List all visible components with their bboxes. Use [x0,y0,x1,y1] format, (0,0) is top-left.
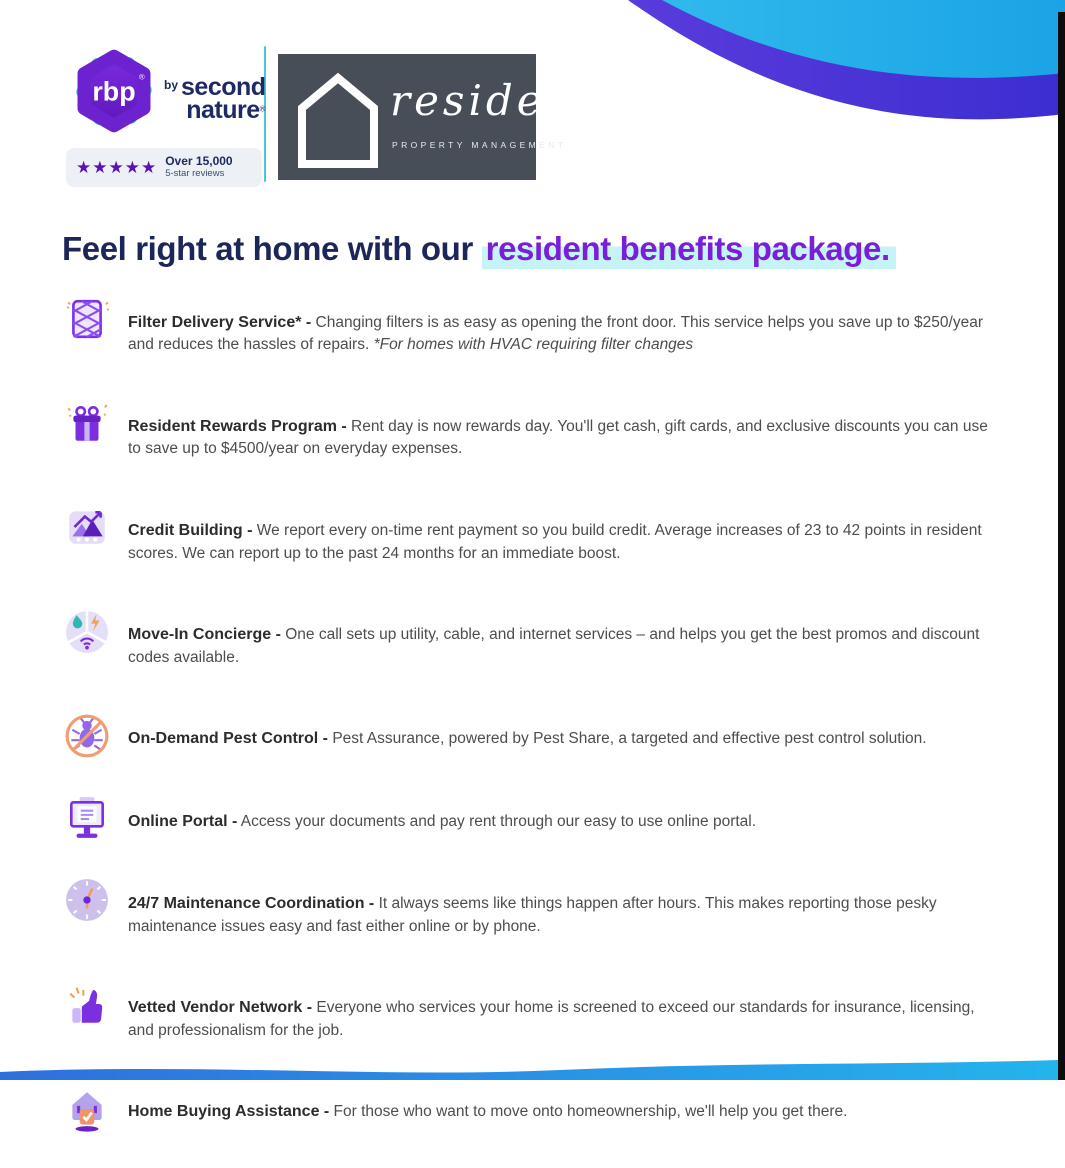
reside-logo [278,54,567,180]
benefit-desc: Access your documents and pay rent through our easy to use online portal. [240,812,757,830]
benefit-desc: Rent day is now rewards day. You'll get cash, gift cards, and exclusive discounts you can use to save up to $4500/year on everyday expenses. [128,417,988,458]
house-outline-icon [290,66,386,170]
filter-icon [64,296,110,342]
monitor-icon [64,795,110,841]
list-item [64,982,1004,1058]
benefit-desc: For those who want to move onto homeownership, we'll help you get there. [333,1103,848,1121]
right-edge-border [1058,12,1065,1080]
benefit-desc: It always seems like things happen after hours. This makes reporting those pesky maintenance issues easy and fast either online or by phone. [128,894,937,935]
credit-chart-icon [64,504,110,550]
page-title-prefix: Feel right at home with our [62,230,482,267]
benefits-list [64,296,1004,1168]
benefit-title: Online Portal - [128,812,238,830]
benefit-desc: Everyone who services your home is screened to exceed our standards for insurance, licensing, and professionalism for the job. [128,999,975,1039]
benefit-title: Resident Rewards Program - [128,417,347,435]
rbp-trademark: ® [139,72,145,82]
rbp-logo-block [66,44,266,187]
utilities-icon [64,609,110,655]
reside-subtitle: PROPERTY MANAGEMENT [392,140,567,150]
by-label: by [164,78,179,92]
reviews-count: Over 15,000 [165,154,233,168]
header [66,44,567,187]
five-stars-icon: ★★★★★ [76,157,158,177]
gift-icon [64,400,110,446]
rbp-logo-text: rbp [92,76,136,107]
page-title-highlight: resident benefits package. [482,230,896,269]
nature-trademark: ® [259,104,266,114]
benefit-desc: We report every on-time rent payment so you build credit. Average increases of 23 to 42 points in resident scores. We can report up to the past 24 months for an immediate boost. [128,521,982,562]
list-item [64,609,1004,685]
benefit-title: Vetted Vendor Network - [128,999,313,1017]
benefit-desc: Changing filters is as easy as opening the front door. This service helps you save up to $250/year and reduces the hassles of repairs. [128,313,983,354]
benefit-desc: Pest Assurance, powered by Pest Share, a targeted and effective pest control solution. [332,730,927,748]
list-item [64,504,1004,580]
benefit-title: Home Buying Assistance - [128,1103,330,1121]
list-item [64,877,1004,953]
benefit-note: *For homes with HVAC requiring filter changes [373,336,694,354]
second-nature-wordmark [164,73,266,124]
page-title [62,228,1022,269]
reviews-label: 5-star reviews [165,167,225,179]
brand-word-nature: nature [186,96,260,124]
rbp-hexagon-logo-icon [66,44,162,138]
thumbs-up-icon [64,982,110,1028]
benefit-desc: One call sets up utility, cable, and internet services – and helps you get the best promos and discount codes available. [128,626,980,666]
benefit-title: 24/7 Maintenance Coordination - [128,894,375,912]
benefit-title: On-Demand Pest Control - [128,730,329,748]
reside-wordmark: reside [390,76,546,125]
benefit-title: Credit Building - [128,521,253,539]
list-item [64,795,1004,849]
no-pests-icon [64,713,110,759]
list-item [64,296,1004,372]
list-item [64,713,1004,767]
reviews-badge [66,148,262,187]
brand-word-second: second [181,73,266,101]
benefit-title: Move-In Concierge - [128,626,281,644]
benefit-title: Filter Delivery Service* - [128,313,312,331]
list-item [64,400,1004,476]
house-check-icon [64,1086,110,1132]
list-item [64,1086,1004,1140]
clock-icon [64,877,110,923]
